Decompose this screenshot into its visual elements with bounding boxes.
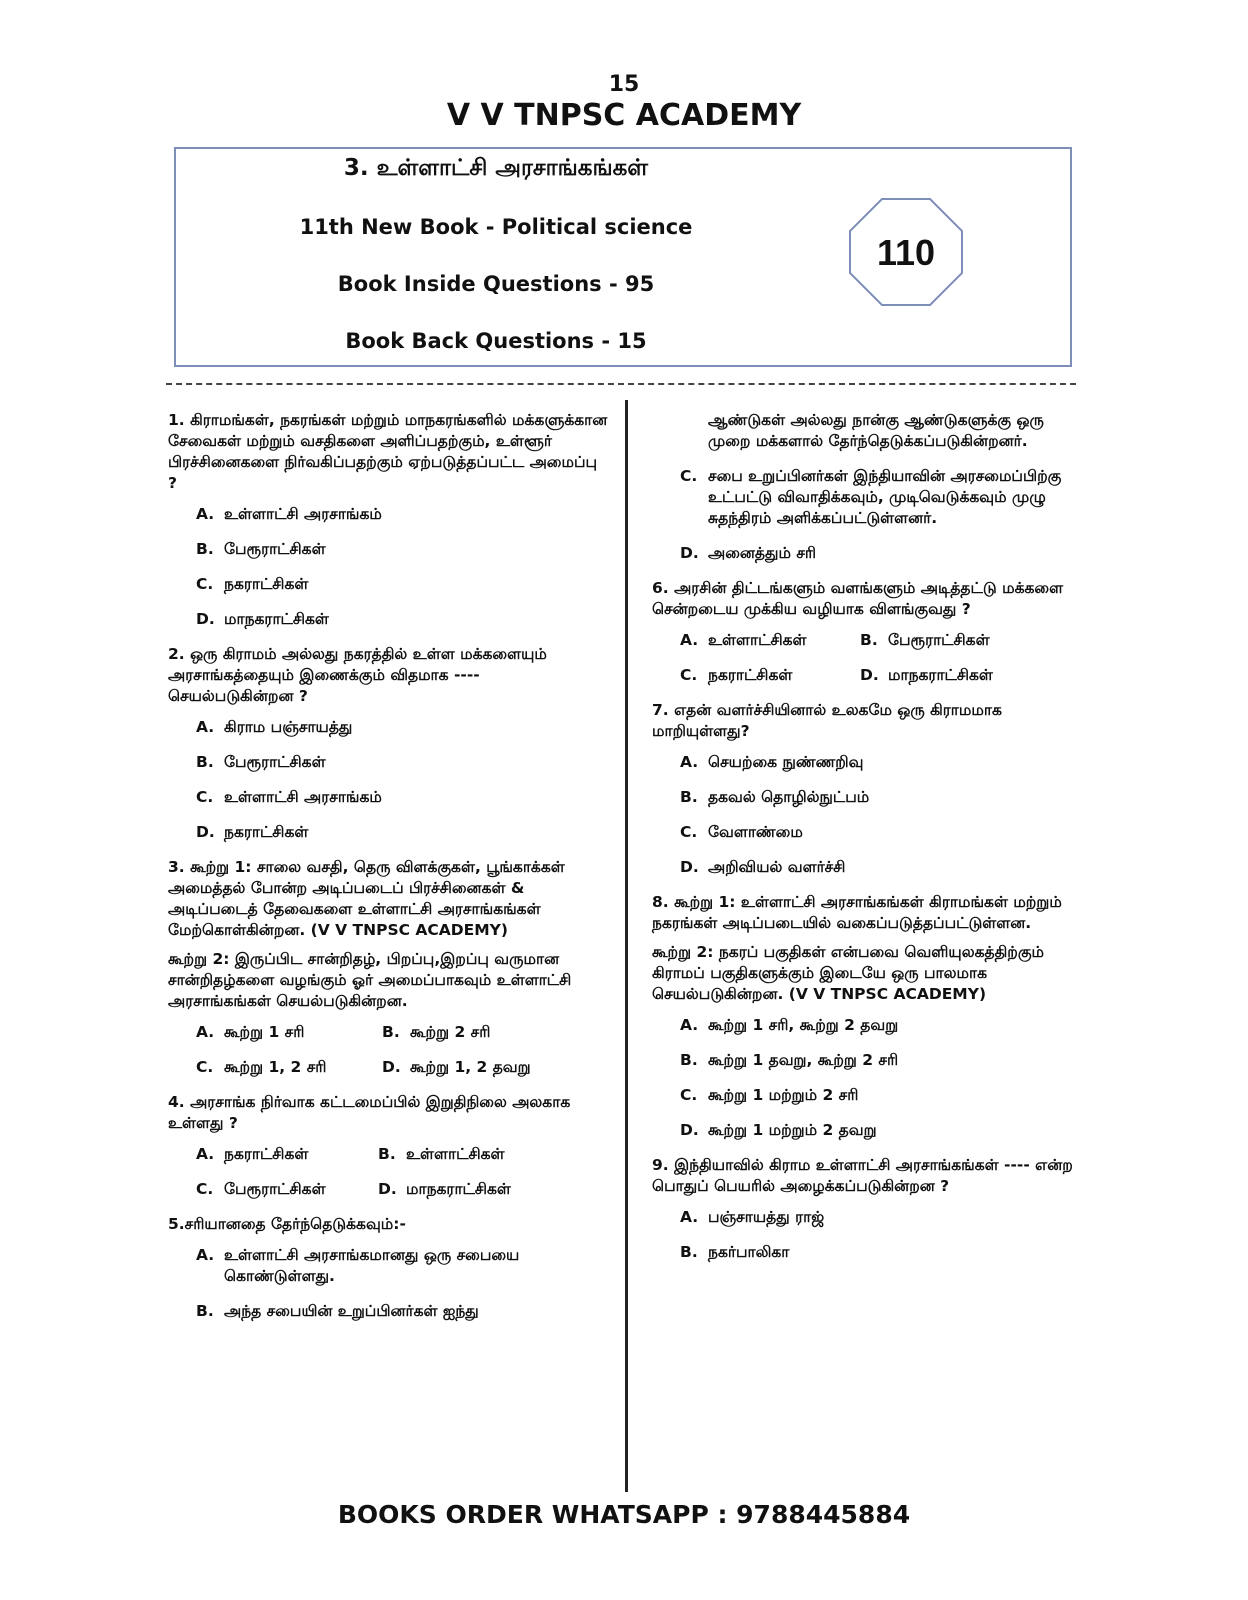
book-subject: 11th New Book - Political science xyxy=(299,215,693,239)
q3-options-row-1 xyxy=(196,1022,608,1043)
q4-option-a: A. நகராட்சிகள் xyxy=(196,1145,309,1163)
q5-option-b-continued: ஆண்டுகள் அல்லது நான்கு ஆண்டுகளுக்கு ஒரு முறை மக்களால் தேர்ந்தெடுக்கப்படுகின்றனர். xyxy=(708,411,1044,450)
q1-option-c: C. நகராட்சிகள் xyxy=(196,575,309,593)
q6-option-c: C. நகராட்சிகள் xyxy=(680,666,793,684)
dashed-separator xyxy=(166,383,1076,385)
q7-option-a: A. செயற்கை நுண்ணறிவு xyxy=(680,753,864,771)
q2-option-b: B. பேரூராட்சிகள் xyxy=(196,753,326,771)
q6-option-d: D. மாநகராட்சிகள் xyxy=(860,666,993,684)
question-7: 7. எதன் வளர்ச்சியினால் உலகமே ஒரு கிராமமாக மாறியுள்ளது? xyxy=(652,701,1002,740)
q5-option-a: A. உள்ளாட்சி அரசாங்கமானது ஒரு சபையை கொண்டுள்ளது. xyxy=(196,1246,520,1285)
question-6: 6. அரசின் திட்டங்களும் வளங்களும் அடித்தட்டு மக்களை சென்றடைய முக்கிய வழியாக விளங்குவது ? xyxy=(652,579,1064,618)
q4-options-row-1 xyxy=(196,1144,608,1165)
q7-option-d: D. அறிவியல் வளர்ச்சி xyxy=(680,858,846,876)
question-8-statement-1: 8. கூற்று 1: உள்ளாட்சி அரசாங்கங்கள் கிராமங்கள் மற்றும் நகரங்கள் அடிப்படையில் வகைப்படுத்தப்பட்டுள்ளன. xyxy=(652,893,1062,932)
q4-options-row-2 xyxy=(196,1179,608,1200)
q5-option-d: D. அனைத்தும் சரி xyxy=(680,544,817,562)
column-divider xyxy=(625,400,628,1492)
question-2: 2. ஒரு கிராமம் அல்லது நகரத்தில் உள்ள மக்களையும் அரசாங்கத்தையும் இணைக்கும் விதமாக ---- செயல்படுகின்றன ? xyxy=(168,645,547,705)
book-inside-count: Book Inside Questions - 95 xyxy=(337,272,655,296)
q3-option-a: A. கூற்று 1 சரி xyxy=(196,1023,305,1041)
order-footer: BOOKS ORDER WHATSAPP : 9788445884 xyxy=(337,1500,911,1529)
q3-option-c: C. கூற்று 1, 2 சரி xyxy=(196,1058,327,1076)
q4-option-b: B. உள்ளாட்சிகள் xyxy=(378,1145,505,1163)
q6-option-a: A. உள்ளாட்சிகள் xyxy=(680,631,807,649)
question-8-statement-2: கூற்று 2: நகரப் பகுதிகள் என்பவை வெளியுலகத்திற்கும் கிராமப் பகுதிகளுக்கும் இடையே ஒரு பாலமாக செயல்படுகின்றன. (V V TNPSC ACADEMY) xyxy=(652,943,1045,1003)
total-questions-count: 110 xyxy=(876,232,936,273)
question-1: 1. கிராமங்கள், நகரங்கள் மற்றும் மாநகரங்களில் மக்களுக்கான சேவைகள் மற்றும் வசதிகளை அளிப்பதற்கும், உள்ளூர் பிரச்சினைகளை நிர்வகிப்பதற்கும் ஏற்படுத்தப்பட்ட அமைப்பு ? xyxy=(168,411,608,492)
left-column xyxy=(168,410,608,1336)
question-3-statement-1: 3. கூற்று 1: சாலை வசதி, தெரு விளக்குகள், பூங்காக்கள் அமைத்தல் போன்ற அடிப்படைப் பிரச்சினைகள் & அடிப்படைத் தேவைகளை உள்ளாட்சி அரசாங்கங்கள் மேற்கொள்கின்றன. (V V TNPSC ACADEMY) xyxy=(168,858,565,939)
book-back-count: Book Back Questions - 15 xyxy=(345,329,647,353)
q4-option-d: D. மாநகராட்சிகள் xyxy=(378,1180,511,1198)
q2-option-d: D. நகராட்சிகள் xyxy=(196,823,309,841)
q3-options-row-2 xyxy=(196,1057,608,1078)
q1-option-a: A. உள்ளாட்சி அரசாங்கம் xyxy=(196,505,382,523)
q1-option-d: D. மாநகராட்சிகள் xyxy=(196,610,329,628)
q5-option-c: C. சபை உறுப்பினர்கள் இந்தியாவின் அரசமைப்பிற்கு உட்பட்டு விவாதிக்கவும், முடிவெடுக்கவும் முழு சுதந்திரம் அளிக்கப்பட்டுள்ளனர். xyxy=(680,467,1062,527)
q8-option-a: A. கூற்று 1 சரி, கூற்று 2 தவறு xyxy=(680,1016,899,1034)
q8-option-b: B. கூற்று 1 தவறு, கூற்று 2 சரி xyxy=(680,1051,899,1069)
q7-option-c: C. வேளாண்மை xyxy=(680,823,803,841)
chapter-header-box xyxy=(174,147,1072,367)
q2-option-a: A. கிராம பஞ்சாயத்து xyxy=(196,718,353,736)
q5-option-b: B. அந்த சபையின் உறுப்பினர்கள் ஐந்து xyxy=(196,1302,479,1320)
q6-options-row-2 xyxy=(680,665,1082,686)
q1-option-b: B. பேரூராட்சிகள் xyxy=(196,540,326,558)
chapter-title: 3. உள்ளாட்சி அரசாங்கங்கள் xyxy=(343,155,649,181)
q6-options-row-1 xyxy=(680,630,1082,651)
q4-option-c: C. பேரூராட்சிகள் xyxy=(196,1180,326,1198)
q2-option-c: C. உள்ளாட்சி அரசாங்கம் xyxy=(196,788,382,806)
q3-option-b: B. கூற்று 2 சரி xyxy=(382,1023,491,1041)
q8-option-c: C. கூற்று 1 மற்றும் 2 சரி xyxy=(680,1086,859,1104)
q7-option-b: B. தகவல் தொழில்நுட்பம் xyxy=(680,788,870,806)
page-number: 15 xyxy=(608,72,640,97)
q6-option-b: B. பேரூராட்சிகள் xyxy=(860,631,990,649)
academy-title: V V TNPSC ACADEMY xyxy=(446,98,802,133)
question-9: 9. இந்தியாவில் கிராம உள்ளாட்சி அரசாங்கங்கள் ---- என்ற பொதுப் பெயரில் அழைக்கப்படுகின்றன ? xyxy=(652,1156,1073,1195)
q8-option-d: D. கூற்று 1 மற்றும் 2 தவறு xyxy=(680,1121,877,1139)
question-4: 4. அரசாங்க நிர்வாக கட்டமைப்பில் இறுதிநிலை அலகாக உள்ளது ? xyxy=(168,1093,571,1132)
total-questions-badge xyxy=(848,197,964,307)
q3-option-d: D. கூற்று 1, 2 தவறு xyxy=(382,1058,531,1076)
question-3-statement-2: கூற்று 2: இருப்பிட சான்றிதழ், பிறப்பு,இறப்பு வருமான சான்றிதழ்களை வழங்கும் ஓர் அமைப்பாகவும் உள்ளாட்சி அரசாங்கங்கள் செயல்படுகின்றன. xyxy=(168,950,572,1010)
q9-option-a: A. பஞ்சாயத்து ராஜ் xyxy=(680,1208,825,1226)
right-column xyxy=(652,410,1082,1277)
question-5: 5.சரியானதை தேர்ந்தெடுக்கவும்:- xyxy=(168,1215,406,1233)
q9-option-b: B. நகர்பாலிகா xyxy=(680,1243,790,1261)
